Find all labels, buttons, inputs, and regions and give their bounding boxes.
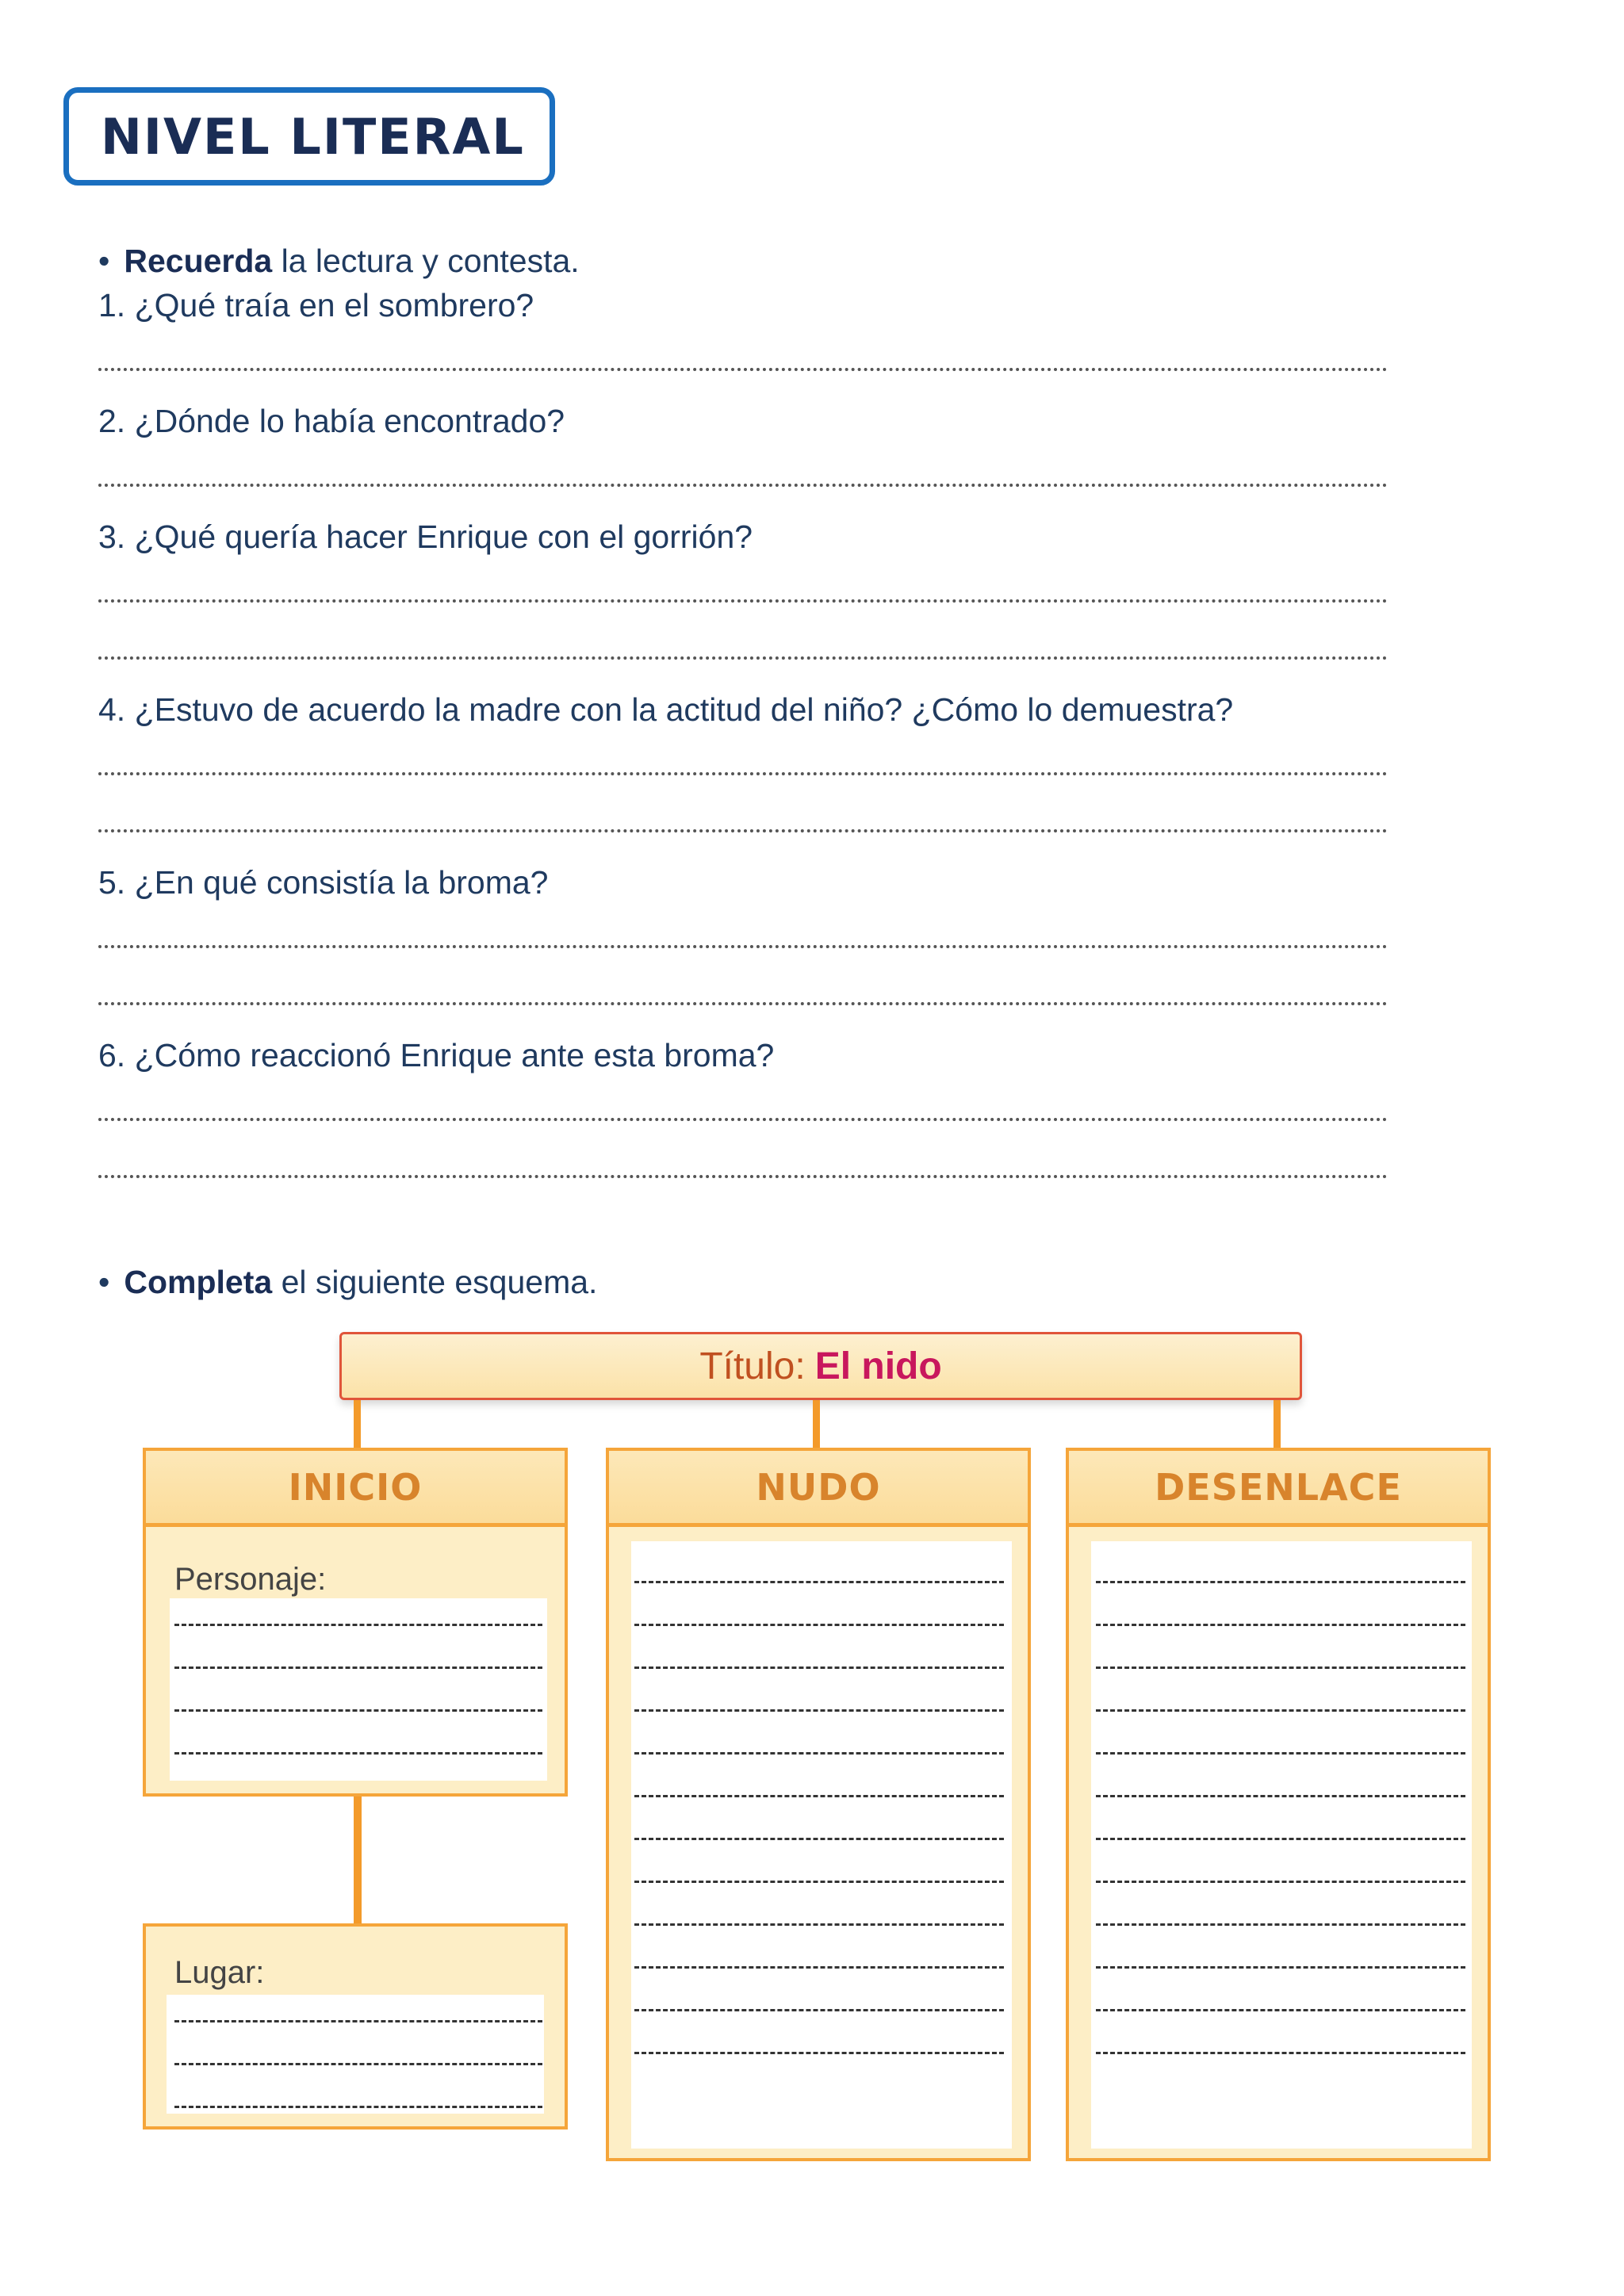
question-5: 5. ¿En qué consistía la broma?	[98, 864, 549, 901]
instruction-recuerda	[98, 243, 580, 280]
connector-personaje-lugar	[354, 1797, 362, 1925]
answer-line[interactable]	[98, 656, 1388, 660]
question-6: 6. ¿Cómo reaccionó Enrique ante esta broma?	[98, 1037, 775, 1073]
question-2: 2. ¿Dónde lo había encontrado?	[98, 403, 565, 439]
nudo-answer-line[interactable]	[634, 1752, 1004, 1755]
desenlace-answer-line[interactable]	[1096, 1966, 1465, 1969]
personaje-answer-line[interactable]	[174, 1667, 542, 1669]
nudo-answer-line[interactable]	[634, 1923, 1004, 1926]
column-header-nudo	[606, 1448, 1031, 1527]
answer-line[interactable]	[98, 1118, 1388, 1121]
answer-line[interactable]	[98, 484, 1388, 487]
desenlace-answer-line[interactable]	[1096, 1795, 1465, 1797]
question-3: 3. ¿Qué quería hacer Enrique con el gorrión?	[98, 519, 753, 555]
nudo-answer-line[interactable]	[634, 1881, 1004, 1883]
desenlace-answer-line[interactable]	[1096, 1881, 1465, 1883]
connector-inicio	[354, 1400, 361, 1449]
connector-nudo	[813, 1400, 820, 1449]
question-4: 4. ¿Estuvo de acuerdo la madre con la actitud del niño? ¿Cómo lo demuestra?	[98, 691, 1234, 728]
personaje-answer-line[interactable]	[174, 1624, 542, 1626]
instruction-completa	[98, 1264, 597, 1301]
bullet-icon: •	[98, 1264, 110, 1300]
personaje-label: Personaje:	[174, 1562, 327, 1597]
desenlace-answer-line[interactable]	[1096, 1624, 1465, 1626]
nudo-panel	[606, 1527, 1031, 2161]
desenlace-answer-line[interactable]	[1096, 1752, 1465, 1755]
nudo-writing-area	[631, 1541, 1012, 2149]
level-header-box	[63, 87, 555, 186]
desenlace-answer-line[interactable]	[1096, 2052, 1465, 2054]
nudo-answer-line[interactable]	[634, 1709, 1004, 1712]
personaje-answer-line[interactable]	[174, 1709, 542, 1712]
answer-line[interactable]	[98, 368, 1388, 371]
answer-line[interactable]	[98, 945, 1388, 948]
level-title: NIVEL LITERAL	[101, 107, 525, 166]
desenlace-answer-line[interactable]	[1096, 2009, 1465, 2011]
title-label: Título:	[699, 1345, 806, 1387]
personaje-panel	[143, 1527, 568, 1797]
nudo-answer-line[interactable]	[634, 2009, 1004, 2011]
nudo-answer-line[interactable]	[634, 1667, 1004, 1669]
lugar-answer-line[interactable]	[174, 2020, 542, 2022]
column-title-inicio: INICIO	[288, 1465, 423, 1509]
desenlace-answer-line[interactable]	[1096, 1667, 1465, 1669]
lugar-panel	[143, 1923, 568, 2130]
answer-line[interactable]	[98, 599, 1388, 603]
column-title-nudo: NUDO	[756, 1465, 881, 1509]
personaje-answer-line[interactable]	[174, 1752, 542, 1755]
nudo-answer-line[interactable]	[634, 1838, 1004, 1840]
answer-line[interactable]	[98, 1175, 1388, 1178]
instruction-bold: Recuerda	[124, 243, 273, 279]
desenlace-writing-area	[1091, 1541, 1472, 2149]
nudo-answer-line[interactable]	[634, 2052, 1004, 2054]
question-1: 1. ¿Qué traía en el sombrero?	[98, 287, 534, 323]
nudo-answer-line[interactable]	[634, 1624, 1004, 1626]
title-value: El nido	[814, 1345, 942, 1387]
diagram-title-banner	[339, 1332, 1302, 1400]
lugar-writing-area	[167, 1995, 544, 2114]
instruction-bold: Completa	[124, 1264, 273, 1300]
lugar-label: Lugar:	[174, 1955, 265, 1990]
desenlace-answer-line[interactable]	[1096, 1923, 1465, 1926]
lugar-answer-line[interactable]	[174, 2063, 542, 2065]
nudo-answer-line[interactable]	[634, 1581, 1004, 1583]
desenlace-answer-line[interactable]	[1096, 1709, 1465, 1712]
nudo-answer-line[interactable]	[634, 1966, 1004, 1969]
desenlace-answer-line[interactable]	[1096, 1581, 1465, 1583]
instruction-text: la lectura y contesta.	[272, 243, 580, 279]
answer-line[interactable]	[98, 1002, 1388, 1005]
column-title-desenlace: DESENLACE	[1155, 1465, 1402, 1509]
bullet-icon: •	[98, 243, 110, 279]
lugar-answer-line[interactable]	[174, 2106, 542, 2108]
desenlace-answer-line[interactable]	[1096, 1838, 1465, 1840]
instruction-text: el siguiente esquema.	[272, 1264, 598, 1300]
column-header-inicio	[143, 1448, 568, 1527]
answer-line[interactable]	[98, 772, 1388, 775]
desenlace-panel	[1066, 1527, 1491, 2161]
answer-line[interactable]	[98, 829, 1388, 832]
column-header-desenlace	[1066, 1448, 1491, 1527]
connector-desenlace	[1274, 1400, 1281, 1449]
nudo-answer-line[interactable]	[634, 1795, 1004, 1797]
